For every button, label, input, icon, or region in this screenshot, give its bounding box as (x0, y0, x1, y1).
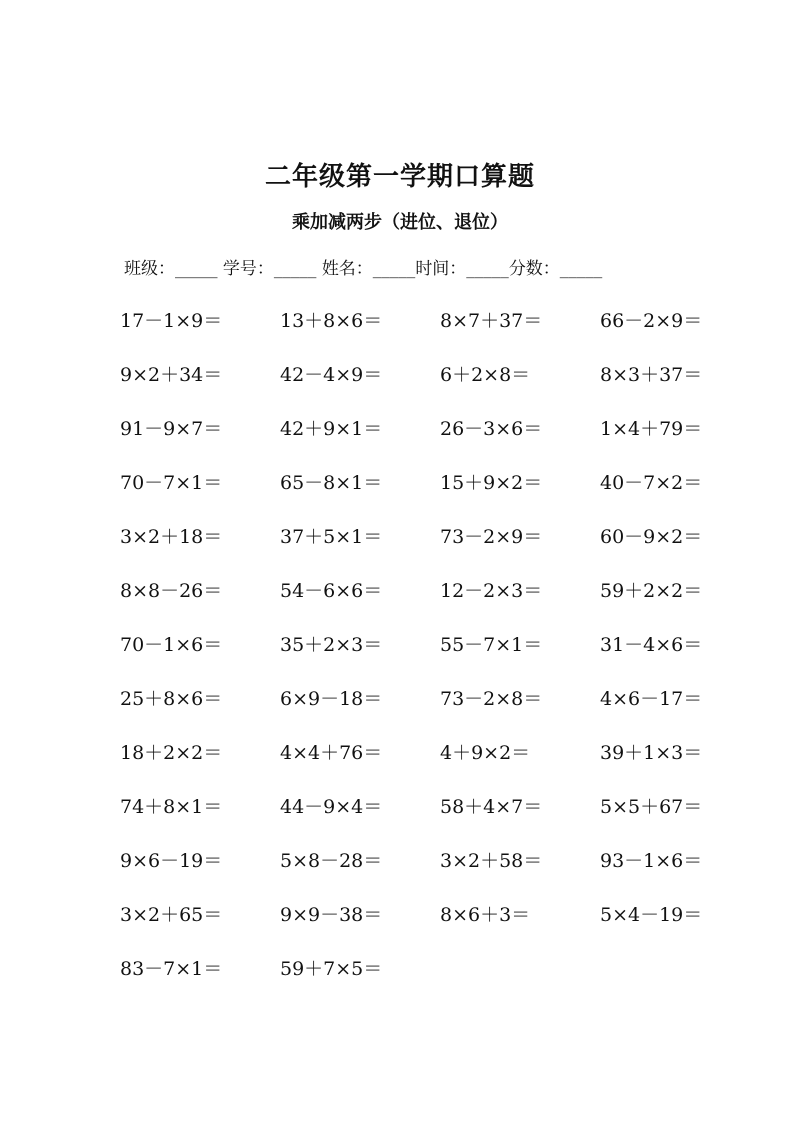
score-field: 分数：_____ (508, 259, 603, 279)
problem: 5×4－19＝ (600, 904, 703, 926)
problem: 42－4×9＝ (280, 364, 383, 386)
problem: 17－1×9＝ (120, 310, 223, 332)
name-field: 姓名：_____ (321, 259, 416, 279)
problem: 83－7×1＝ (120, 958, 223, 980)
problem: 25＋8×6＝ (120, 688, 223, 710)
problem: 35＋2×3＝ (280, 634, 383, 656)
problem: 6×9－18＝ (280, 688, 383, 710)
problem: 66－2×9＝ (600, 310, 703, 332)
problem: 4＋9×2＝ (440, 742, 531, 764)
problem: 44－9×4＝ (280, 796, 383, 818)
problem: 8×8－26＝ (120, 580, 223, 602)
problem: 60－9×2＝ (600, 526, 703, 548)
problem: 18＋2×2＝ (120, 742, 223, 764)
problem: 9×9－38＝ (280, 904, 383, 926)
problem: 26－3×6＝ (440, 418, 543, 440)
problem: 74＋8×1＝ (120, 796, 223, 818)
problem: 3×2＋18＝ (120, 526, 223, 548)
student-info-line (124, 254, 724, 279)
problem: 6＋2×8＝ (440, 364, 531, 386)
problem: 59＋7×5＝ (280, 958, 383, 980)
problem: 1×4＋79＝ (600, 418, 703, 440)
problem: 3×2＋65＝ (120, 904, 223, 926)
problem: 5×5＋67＝ (600, 796, 703, 818)
time-field: 时间：_____ (415, 259, 509, 279)
problem: 9×2＋34＝ (120, 364, 223, 386)
problem: 73－2×9＝ (440, 526, 543, 548)
problem: 93－1×6＝ (600, 850, 703, 872)
page-title: 二年级第一学期口算题 (264, 162, 535, 192)
problem: 58＋4×7＝ (440, 796, 543, 818)
problem: 8×6＋3＝ (440, 904, 531, 926)
page-subtitle: 乘加减两步（进位、退位） (292, 212, 508, 233)
problem: 31－4×6＝ (600, 634, 703, 656)
problem: 4×6－17＝ (600, 688, 703, 710)
problem: 39＋1×3＝ (600, 742, 703, 764)
problem: 13＋8×6＝ (280, 310, 383, 332)
problem: 54－6×6＝ (280, 580, 383, 602)
problem: 37＋5×1＝ (280, 526, 383, 548)
problem: 70－7×1＝ (120, 472, 223, 494)
problem: 5×8－28＝ (280, 850, 383, 872)
problem: 65－8×1＝ (280, 472, 383, 494)
class-field: 班级：_____ (124, 259, 218, 279)
problem: 9×6－19＝ (120, 850, 223, 872)
problem: 12－2×3＝ (440, 580, 543, 602)
problem: 70－1×6＝ (120, 634, 223, 656)
student-number-field: 学号：_____ (222, 259, 317, 279)
problem: 4×4＋76＝ (280, 742, 383, 764)
problem: 40－7×2＝ (600, 472, 703, 494)
problem: 91－9×7＝ (120, 418, 223, 440)
problem: 73－2×8＝ (440, 688, 543, 710)
problem: 8×7＋37＝ (440, 310, 543, 332)
problem: 55－7×1＝ (440, 634, 543, 656)
problem: 42＋9×1＝ (280, 418, 383, 440)
problem: 59＋2×2＝ (600, 580, 703, 602)
problem: 3×2＋58＝ (440, 850, 543, 872)
problem: 15＋9×2＝ (440, 472, 543, 494)
problem-grid (120, 308, 720, 1010)
problem: 8×3＋37＝ (600, 364, 703, 386)
